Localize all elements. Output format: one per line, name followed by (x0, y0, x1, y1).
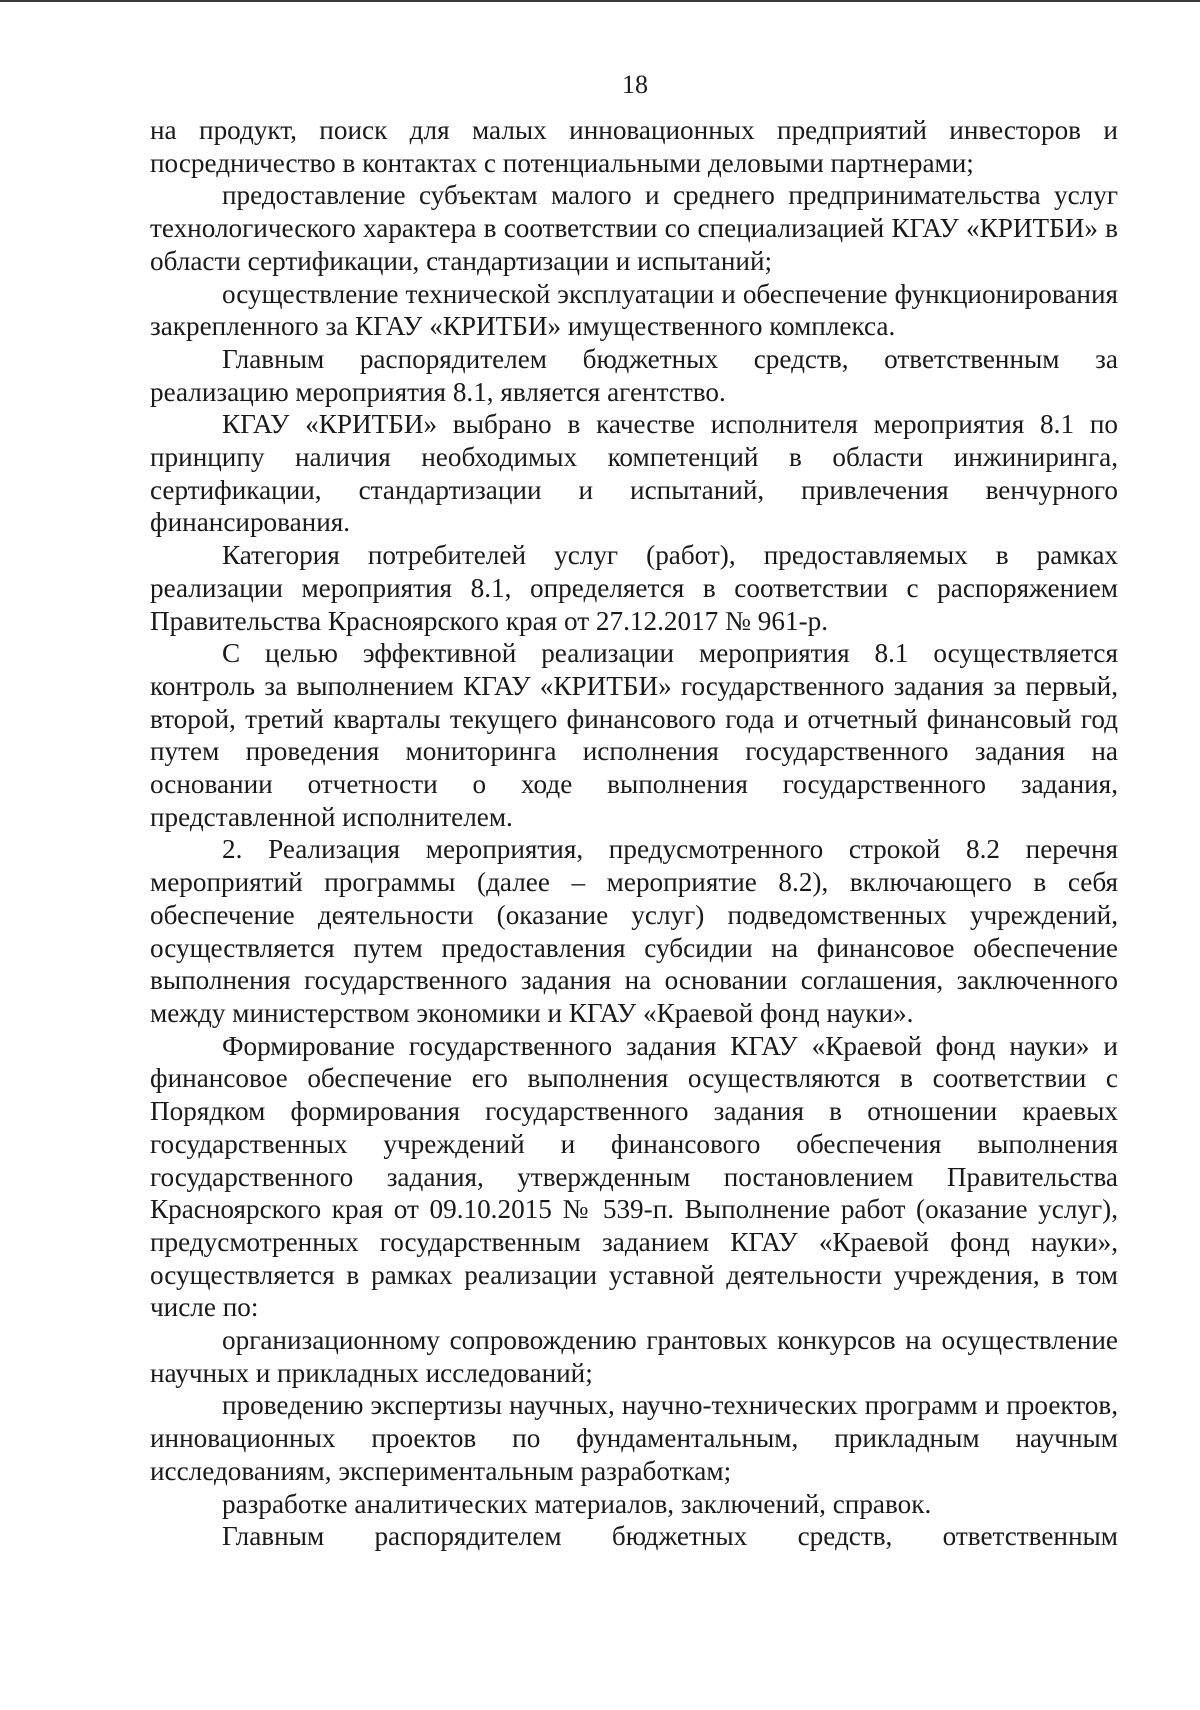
paragraph: осуществление технической эксплуатации и обеспечение функционирования закрепленного за КГАУ «КРИТБИ» имущественного комплекса. (150, 278, 1118, 342)
paragraph: Формирование государственного задания КГАУ «Краевой фонд науки» и финансовое обеспечение его выполнения осуществляются в соответствии с Порядком формирования государственного задания в отношении краевых государственных учреждений и финансового обеспечения выполнения государственного задания, утвержденным постановлением Правительства Красноярского края от 09.10.2015 № 539-п. Выполнение работ (оказание услуг), предусмотренных государственным заданием КГАУ «Краевой фонд науки», осуществляется в рамках реализации уставной деятельности учреждения, в том числе по: (150, 1030, 1118, 1323)
paragraph: организационному сопровождению грантовых конкурсов на осуществление научных и прикладных исследований; (150, 1325, 1118, 1388)
paragraph: разработке аналитических материалов, заключений, справок. (222, 1488, 932, 1519)
paragraph: КГАУ «КРИТБИ» выбрано в качестве исполнителя мероприятия 8.1 по принципу наличия необходимых компетенций в области инжиниринга, сертификации, стандартизации и испытаний, привлечения венчурного финансирования. (150, 409, 1118, 538)
paragraph: на продукт, поиск для малых инновационных предприятий инвесторов и посредничество в контактах с потенциальными деловыми партнерами; (150, 115, 1118, 178)
scan-edge-line (0, 0, 1200, 2)
page-number: 18 (622, 70, 648, 99)
paragraph: С целью эффективной реализации мероприятия 8.1 осуществляется контроль за выполнением КГАУ «КРИТБИ» государственного задания за первый, второй, третий кварталы текущего финансового года и отчетный финансовый год путем проведения мониторинга исполнения государственного задания на основании отчетности о ходе выполнения государственного задания, представленной исполнителем. (150, 638, 1118, 832)
paragraph: Категория потребителей услуг (работ), предоставляемых в рамках реализации мероприятия 8.1, определяется в соответствии с распоряжением Правительства Красноярского края от 27.12.2017 № 961-р. (150, 540, 1118, 636)
paragraph: предоставление субъектам малого и среднего предпринимательства услуг технологического характера в соответствии со специализацией КГАУ «КРИТБИ» в области сертификации, стандартизации и испытаний; (150, 180, 1118, 276)
document-body (150, 114, 1118, 1553)
paragraph: Главным распорядителем бюджетных средств, ответственным (222, 1521, 1118, 1552)
paragraph: 2. Реализация мероприятия, предусмотренного строкой 8.2 перечня мероприятий программы (далее – мероприятие 8.2), включающего в себя обеспечение деятельности (оказание услуг) подведомственных учреждений, осуществляется путем предоставления субсидии на финансовое обеспечение выполнения государственного задания на основании соглашения, заключенного между министерством экономики и КГАУ «Краевой фонд науки». (150, 834, 1118, 1028)
paragraph: Главным распорядителем бюджетных средств, ответственным за реализацию мероприятия 8.1, является агентство. (150, 343, 1118, 407)
paragraph: проведению экспертизы научных, научно-технических программ и проектов, инновационных проектов по фундаментальным, прикладным научным исследованиям, экспериментальным разработкам; (150, 1390, 1118, 1486)
